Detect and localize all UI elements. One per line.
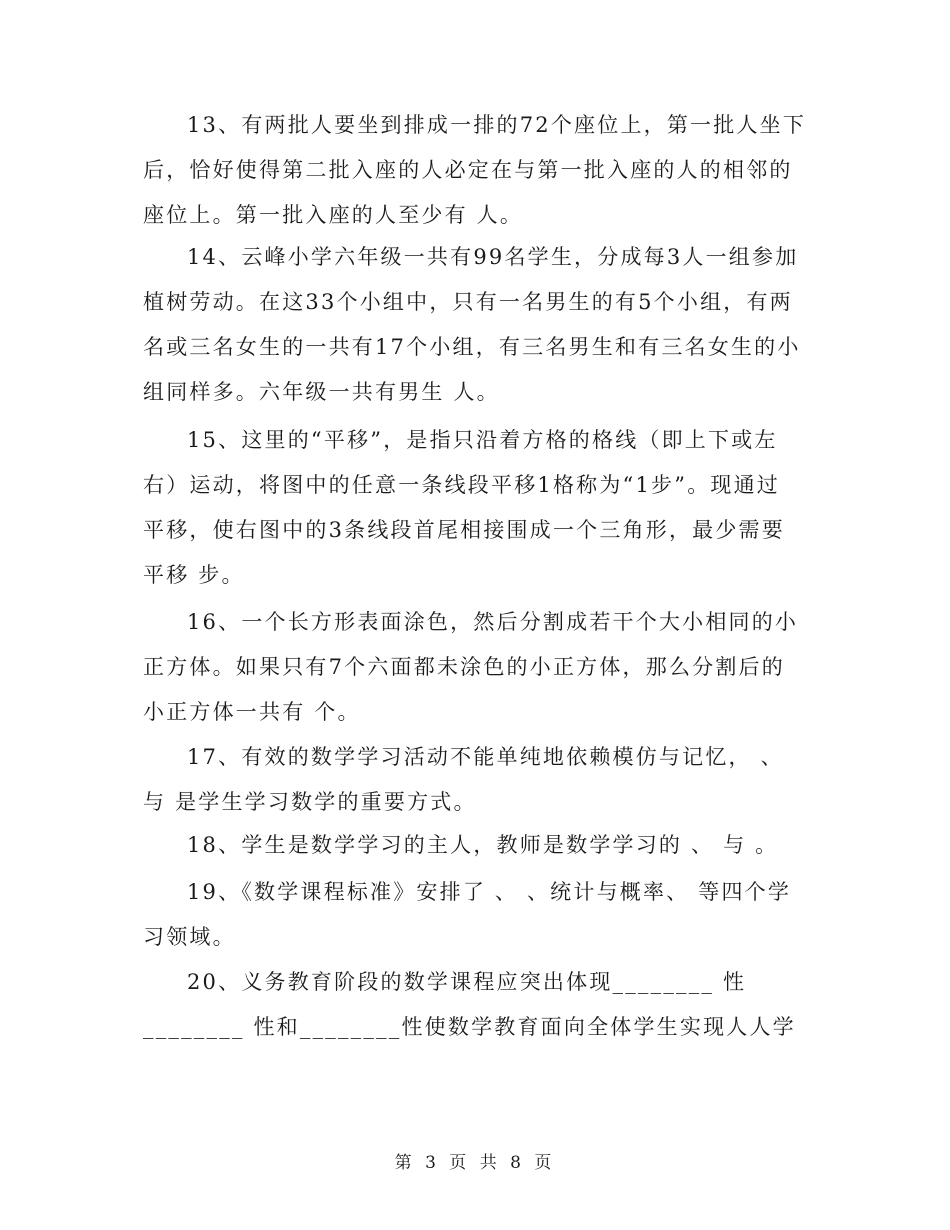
question-line: 17、有效的数学学习活动不能单纯地依赖模仿与记忆， 、 (187, 745, 784, 769)
question-line: 14、云峰小学六年级一共有99名学生，分成每3人一组参加 (187, 245, 799, 269)
question-13 (143, 103, 823, 238)
question-line: 19、《数学课程标准》安排了 、 、统计与概率、 等四个学 (187, 880, 792, 904)
question-14 (143, 235, 823, 415)
question-line: 右）运动，将图中的任意一条线段平移1格称为“1步”。现通过 (143, 473, 780, 497)
question-line: 习领域。 (143, 925, 236, 949)
question-17 (143, 735, 823, 825)
question-line: 20、义务教育阶段的数学课程应突出体现________ 性 (187, 970, 747, 994)
question-line: 植树劳动。在这33个小组中，只有一名男生的有5个小组，有两 (143, 290, 793, 314)
question-line: 15、这里的“平移”，是指只沿着方格的格线（即上下或左 (187, 428, 778, 452)
question-18 (143, 823, 823, 868)
question-line: 平移，使右图中的3条线段首尾相接围成一个三角形，最少需要 (143, 518, 785, 542)
question-20 (143, 960, 823, 1050)
question-line: 16、一个长方形表面涂色，然后分割成若干个大小相同的小 (187, 610, 799, 634)
question-line: 13、有两批人要坐到排成一排的72个座位上，第一批人坐下 (187, 113, 807, 137)
question-line: 名或三名女生的一共有17个小组，有三名男生和有三名女生的小 (143, 335, 801, 359)
question-line: 正方体。如果只有7个六面都未涂色的小正方体，那么分割后的 (143, 655, 785, 679)
question-line: 18、学生是数学学习的主人，教师是数学学习的 、 与 。 (187, 833, 779, 857)
question-line: ________ 性和________性使数学教育面向全体学生实现人人学 (143, 1015, 796, 1039)
question-15 (143, 418, 823, 598)
question-line: 组同样多。六年级一共有男生 人。 (143, 380, 500, 404)
question-line: 与 是学生学习数学的重要方式。 (143, 790, 477, 814)
question-19 (143, 870, 823, 960)
question-line: 小正方体一共有 个。 (143, 700, 361, 724)
question-line: 后，恰好使得第二批入座的人必定在与第一批入座的人的相邻的 (143, 158, 793, 182)
page-number-footer: 第 3 页 共 8 页 (394, 1153, 556, 1173)
question-line: 座位上。第一批入座的人至少有 人。 (143, 203, 524, 227)
question-16 (143, 600, 823, 735)
question-line: 平移 步。 (143, 563, 245, 587)
